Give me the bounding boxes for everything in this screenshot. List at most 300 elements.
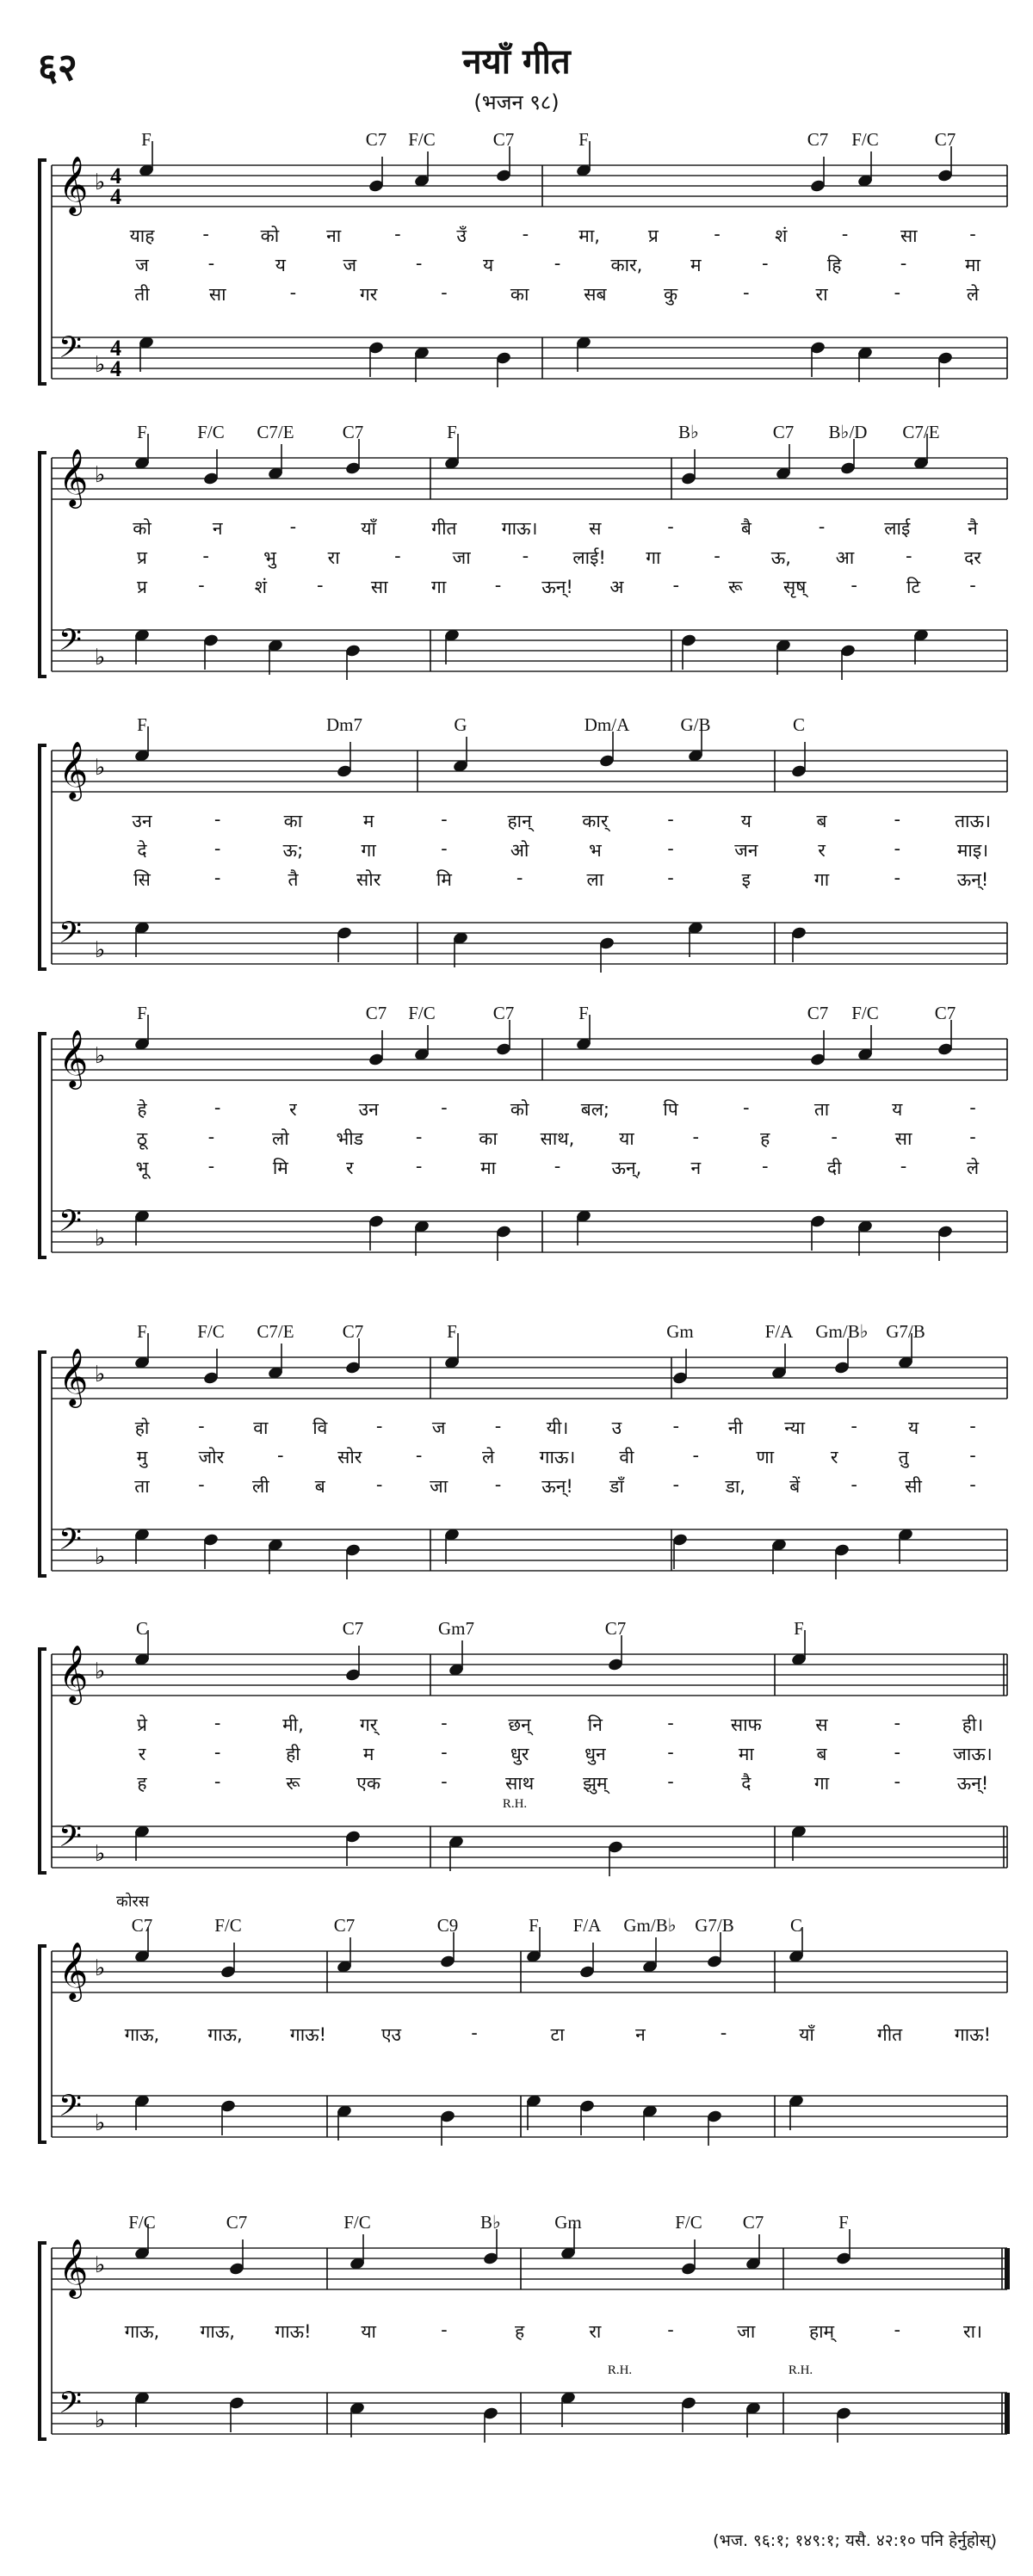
treble-clef-icon: 𝄞 <box>59 740 89 799</box>
lyric-syllable: य <box>907 1418 919 1438</box>
lyric-syllable: न्या <box>784 1418 806 1438</box>
lyric-syllable: का <box>283 811 303 831</box>
lyric-line-2 <box>0 1445 1033 1471</box>
chord-symbol: C9 <box>436 1915 459 1936</box>
music-system-1 <box>0 129 1033 406</box>
lyric-syllable: प्र <box>137 547 147 568</box>
lyric-syllable: याँ <box>799 2024 814 2045</box>
lyric-syllable: ज <box>431 1418 446 1438</box>
syllable-hyphen: - <box>213 809 221 830</box>
syllable-hyphen: - <box>207 1156 215 1177</box>
lyric-syllable: र <box>138 1744 146 1764</box>
key-flat-icon: ♭ <box>95 1955 106 1981</box>
chord-symbol: C7 <box>604 1618 627 1639</box>
chord-symbol: Dm/A <box>584 714 630 735</box>
chord-symbol: F <box>137 1003 147 1023</box>
key-flat-icon: ♭ <box>95 170 106 195</box>
lyric-syllable: हे <box>137 1099 147 1120</box>
syllable-hyphen: - <box>198 1416 205 1436</box>
lyric-line-3 <box>0 868 1033 893</box>
lyric-syllable: दै <box>741 1773 752 1794</box>
lyric-syllable: ऊन्, <box>611 1158 642 1178</box>
lyric-line-3 <box>0 1156 1033 1182</box>
right-hand-mark: R.H. <box>502 1797 528 1811</box>
lyric-syllable: सोर <box>356 869 381 890</box>
chord-symbol: B♭ <box>678 422 699 442</box>
syllable-hyphen: - <box>289 282 297 303</box>
lyric-syllable: ना <box>326 225 342 246</box>
bass-clef-icon: 𝄢 <box>59 330 83 372</box>
lyric-syllable: उन <box>358 1099 379 1120</box>
syllable-hyphen: - <box>667 1713 674 1733</box>
lyric-syllable: जा <box>430 1476 448 1497</box>
syllable-hyphen: - <box>969 1416 976 1436</box>
syllable-hyphen: - <box>522 546 529 566</box>
right-hand-mark: R.H. <box>607 2363 633 2377</box>
chord-symbol: C7 <box>342 422 364 442</box>
music-system-8 <box>0 2212 1033 2462</box>
chord-symbol: G7/B <box>695 1915 734 1936</box>
lyric-syllable: सा <box>370 577 388 597</box>
chord-symbol: Gm/B♭ <box>623 1915 677 1936</box>
scripture-references: (भज. ९६:१; १४९:१; यसै. ४२:१० पनि हेर्नुहोस्) <box>713 2531 997 2550</box>
syllable-hyphen: - <box>213 1771 221 1792</box>
lyric-syllable: ली <box>252 1476 269 1497</box>
syllable-hyphen: - <box>672 1474 680 1495</box>
chord-symbol: F <box>137 1321 147 1342</box>
lyric-syllable: ब <box>314 1476 325 1497</box>
lyric-syllable: सृष् <box>783 577 807 597</box>
lyric-syllable: धुन <box>585 1744 606 1764</box>
lyric-syllable: को <box>510 1099 529 1120</box>
lyric-line-3 <box>0 575 1033 601</box>
syllable-hyphen: - <box>471 2023 478 2043</box>
bass-clef-icon: 𝄢 <box>59 1203 83 1245</box>
lyric-syllable: गा <box>646 547 661 568</box>
lyric-syllable: दे <box>137 840 147 861</box>
chord-symbol: C <box>792 714 806 735</box>
lyric-syllable: गा <box>813 1773 830 1794</box>
key-flat-icon: ♭ <box>95 755 106 781</box>
chord-symbol: F <box>838 2212 849 2233</box>
chord-symbol: F/C <box>128 2212 156 2233</box>
lyric-syllable: गा <box>813 869 830 890</box>
key-flat-icon: ♭ <box>95 937 106 963</box>
syllable-hyphen: - <box>969 1097 976 1118</box>
lyric-line-1 <box>0 516 1033 542</box>
lyric-syllable: जा <box>452 547 471 568</box>
time-signature-digit: 4 <box>110 184 121 209</box>
lyric-syllable: रा <box>589 2321 602 2342</box>
lyric-syllable: न <box>690 1158 702 1178</box>
lyric-syllable: गीत <box>876 2024 903 2045</box>
lyric-line-1 <box>0 1713 1033 1739</box>
syllable-hyphen: - <box>394 546 401 566</box>
lyric-syllable: का <box>510 284 529 305</box>
lyric-syllable: ता <box>813 1099 830 1120</box>
lyric-syllable: सब <box>584 284 607 305</box>
chord-symbol: F/C <box>675 2212 702 2233</box>
lyric-line-1 <box>0 1416 1033 1442</box>
syllable-hyphen: - <box>441 838 448 859</box>
lyric-syllable: वा <box>253 1418 269 1438</box>
syllable-hyphen: - <box>441 1742 448 1763</box>
lyric-syllable: आ <box>835 547 855 568</box>
treble-clef-icon: 𝄞 <box>59 1347 89 1405</box>
treble-clef-icon: 𝄞 <box>59 1029 89 1087</box>
chord-symbol: Dm7 <box>326 714 362 735</box>
chord-symbol: C7 <box>333 1915 356 1936</box>
chord-symbol: F/A <box>764 1321 794 1342</box>
music-system-7 <box>0 1893 1033 2165</box>
lyric-syllable: रा <box>815 284 828 305</box>
syllable-hyphen: - <box>198 1474 205 1495</box>
lyric-syllable: लो <box>271 1128 289 1149</box>
chord-symbol: C7 <box>131 1915 153 1936</box>
syllable-hyphen: - <box>213 1097 221 1118</box>
lyric-syllable: सा <box>900 225 918 246</box>
lyric-line-1 <box>0 1097 1033 1123</box>
treble-clef-icon: 𝄞 <box>59 155 89 213</box>
lyric-syllable: सा <box>894 1128 912 1149</box>
chord-symbol: C7 <box>742 2212 764 2233</box>
lyric-syllable: णा <box>756 1447 775 1467</box>
syllable-hyphen: - <box>714 546 721 566</box>
chord-symbol: F <box>447 1321 457 1342</box>
syllable-hyphen: - <box>761 253 769 274</box>
bass-clef-icon: 𝄢 <box>59 622 83 664</box>
chord-symbol: C7 <box>342 1618 364 1639</box>
key-flat-icon: ♭ <box>95 1226 106 1251</box>
chord-symbol: F/C <box>851 129 879 150</box>
syllable-hyphen: - <box>894 1713 901 1733</box>
lyric-syllable: म <box>690 255 702 275</box>
lyric-syllable: साथ, <box>540 1128 575 1149</box>
lyric-syllable: याँ <box>361 518 376 539</box>
syllable-hyphen: - <box>316 575 324 596</box>
lyric-syllable: नी <box>727 1418 743 1438</box>
syllable-hyphen: - <box>415 1156 423 1177</box>
chord-symbol: C7 <box>807 129 829 150</box>
lyric-syllable: को <box>133 518 152 539</box>
lyric-line-2 <box>0 546 1033 571</box>
syllable-hyphen: - <box>415 1127 423 1147</box>
lyric-syllable: र <box>818 840 826 861</box>
time-signature-digit: 4 <box>110 356 121 381</box>
lyric-syllable: हान् <box>507 811 532 831</box>
syllable-hyphen: - <box>441 809 448 830</box>
lyric-syllable: र <box>345 1158 354 1178</box>
lyric-line-1 <box>0 2320 1033 2345</box>
syllable-hyphen: - <box>672 1416 680 1436</box>
lyric-syllable: प्रे <box>137 1714 147 1735</box>
lyric-line-2 <box>0 253 1033 279</box>
chord-symbol: F/C <box>851 1003 879 1023</box>
syllable-hyphen: - <box>277 1445 284 1466</box>
bass-clef-icon: 𝄢 <box>59 2088 83 2130</box>
lyric-syllable: ती <box>134 284 150 305</box>
lyric-syllable: हि <box>826 255 842 275</box>
lyric-syllable: म <box>362 1744 374 1764</box>
lyric-syllable: अ <box>609 577 624 597</box>
syllable-hyphen: - <box>905 546 912 566</box>
syllable-hyphen: - <box>213 1742 221 1763</box>
lyric-syllable: साथ <box>505 1773 535 1794</box>
lyric-syllable: भीड <box>336 1128 363 1149</box>
lyric-syllable: कार, <box>610 255 643 275</box>
chord-symbol: C7 <box>365 129 387 150</box>
music-system-4 <box>0 1003 1033 1280</box>
key-flat-icon: ♭ <box>95 2407 106 2433</box>
syllable-hyphen: - <box>494 575 502 596</box>
chord-symbol: F/C <box>197 422 225 442</box>
lyric-syllable: मा <box>965 255 980 275</box>
chord-symbol: F/C <box>343 2212 371 2233</box>
lyric-syllable: जोर <box>198 1447 225 1467</box>
lyric-syllable: म <box>362 811 374 831</box>
syllable-hyphen: - <box>494 1474 502 1495</box>
lyric-syllable: न <box>212 518 223 539</box>
lyric-syllable: जा <box>737 2321 756 2342</box>
syllable-hyphen: - <box>969 224 976 244</box>
chord-symbol: F <box>529 1915 539 1936</box>
syllable-hyphen: - <box>900 253 907 274</box>
syllable-hyphen: - <box>213 838 221 859</box>
lyric-syllable: मा <box>480 1158 497 1178</box>
syllable-hyphen: - <box>667 1771 674 1792</box>
lyric-line-3 <box>0 1474 1033 1500</box>
lyric-syllable: ज <box>343 255 357 275</box>
lyric-syllable: भु <box>263 547 276 568</box>
lyric-line-2 <box>0 1742 1033 1768</box>
chord-symbol: F <box>137 422 147 442</box>
lyric-line-3 <box>0 282 1033 308</box>
music-system-3 <box>0 714 1033 991</box>
syllable-hyphen: - <box>894 282 901 303</box>
lyric-syllable: मु <box>136 1447 148 1467</box>
lyric-syllable: मी, <box>282 1714 304 1735</box>
chord-symbol: F/C <box>408 129 436 150</box>
lyric-syllable: ला <box>586 869 604 890</box>
lyric-syllable: गा <box>431 577 447 597</box>
syllable-hyphen: - <box>851 1416 857 1436</box>
syllable-hyphen: - <box>441 1771 448 1792</box>
syllable-hyphen: - <box>714 224 721 244</box>
lyric-syllable: ले <box>481 1447 495 1467</box>
lyric-syllable: उँ <box>456 225 467 246</box>
lyric-syllable: का <box>479 1128 498 1149</box>
syllable-hyphen: - <box>213 1713 221 1733</box>
lyric-syllable: धुर <box>510 1744 529 1764</box>
syllable-hyphen: - <box>289 516 297 537</box>
lyric-syllable: तै <box>288 869 299 890</box>
lyric-syllable: गाऊ। <box>539 1447 576 1467</box>
key-flat-icon: ♭ <box>95 1544 106 1570</box>
syllable-hyphen: - <box>851 575 857 596</box>
key-flat-icon: ♭ <box>95 1659 106 1684</box>
key-flat-icon: ♭ <box>95 2252 106 2278</box>
lyric-syllable: मा, <box>578 225 600 246</box>
lyric-syllable: ऊन्! <box>956 869 989 890</box>
right-hand-mark: R.H. <box>788 2363 813 2377</box>
lyric-syllable: जाऊ। <box>953 1744 993 1764</box>
syllable-hyphen: - <box>667 516 674 537</box>
syllable-hyphen: - <box>213 868 221 888</box>
lyric-syllable: रू <box>286 1773 300 1794</box>
lyric-syllable: साफ <box>730 1714 762 1735</box>
lyric-syllable: ही <box>286 1744 300 1764</box>
lyric-syllable: डा, <box>725 1476 745 1497</box>
syllable-hyphen: - <box>522 224 529 244</box>
lyric-syllable: ऊन्! <box>956 1773 989 1794</box>
lyric-syllable: झुम् <box>583 1773 608 1794</box>
chord-symbol: F <box>578 1003 589 1023</box>
lyric-syllable: एक <box>356 1773 381 1794</box>
lyric-syllable: सि <box>133 869 151 890</box>
syllable-hyphen: - <box>900 1156 907 1177</box>
lyric-syllable: वि <box>312 1418 328 1438</box>
bass-clef-icon: 𝄢 <box>59 1819 83 1861</box>
lyric-syllable: बल; <box>580 1099 610 1120</box>
syllable-hyphen: - <box>202 546 210 566</box>
lyric-syllable: लाई <box>884 518 911 539</box>
lyric-syllable: ओ <box>510 840 529 861</box>
lyric-syllable: दी <box>826 1158 842 1178</box>
lyric-syllable: हाम् <box>808 2321 835 2342</box>
lyric-syllable: प्र <box>647 225 659 246</box>
syllable-hyphen: - <box>894 809 901 830</box>
lyric-syllable: य <box>482 255 494 275</box>
lyric-syllable: उ <box>611 1418 622 1438</box>
lyric-line-1 <box>0 2023 1033 2048</box>
chord-symbol: G7/B <box>886 1321 925 1342</box>
syllable-hyphen: - <box>667 2320 674 2340</box>
syllable-hyphen: - <box>667 868 674 888</box>
chord-symbol: F <box>447 422 457 442</box>
lyric-syllable: मि <box>272 1158 288 1178</box>
syllable-hyphen: - <box>202 224 210 244</box>
chord-symbol: Gm <box>666 1321 694 1342</box>
lyric-syllable: याह <box>129 225 155 246</box>
music-system-5 <box>0 1321 1033 1598</box>
syllable-hyphen: - <box>969 1474 976 1495</box>
lyric-syllable: गर <box>359 284 378 305</box>
lyric-syllable: ऊ; <box>282 840 304 861</box>
chord-symbol: B♭/D <box>828 422 868 442</box>
lyric-syllable: टा <box>550 2024 565 2045</box>
lyric-syllable: जन <box>734 840 758 861</box>
lyric-syllable: स <box>815 1714 828 1735</box>
chord-symbol: F <box>578 129 589 150</box>
chord-symbol: F/A <box>572 1915 602 1936</box>
lyric-syllable: ही। <box>962 1714 984 1735</box>
lyric-syllable: गीत <box>431 518 457 539</box>
syllable-hyphen: - <box>743 1097 750 1118</box>
key-flat-icon: ♭ <box>95 1841 106 1867</box>
syllable-hyphen: - <box>894 868 901 888</box>
chord-symbol: B♭ <box>480 2212 501 2233</box>
treble-clef-icon: 𝄞 <box>59 448 89 506</box>
lyric-syllable: हो <box>134 1418 150 1438</box>
bass-clef-icon: 𝄢 <box>59 915 83 957</box>
lyric-line-2 <box>0 1127 1033 1152</box>
lyric-syllable: ह <box>515 2321 525 2342</box>
chord-symbol: C7/E <box>902 422 940 442</box>
syllable-hyphen: - <box>841 224 849 244</box>
syllable-hyphen: - <box>198 575 205 596</box>
syllable-hyphen: - <box>969 575 976 596</box>
chord-symbol: F <box>137 714 147 735</box>
syllable-hyphen: - <box>818 516 826 537</box>
chord-symbol: G/B <box>680 714 711 735</box>
lyric-syllable: लाई! <box>572 547 606 568</box>
chord-symbol: Gm7 <box>438 1618 474 1639</box>
lyric-syllable: ले <box>966 1158 980 1178</box>
lyric-syllable: बै <box>740 518 752 539</box>
lyric-syllable: गा <box>361 840 376 861</box>
syllable-hyphen: - <box>554 1156 561 1177</box>
syllable-hyphen: - <box>692 1127 700 1147</box>
syllable-hyphen: - <box>375 1474 383 1495</box>
chord-symbol: C7 <box>807 1003 829 1023</box>
syllable-hyphen: - <box>851 1474 857 1495</box>
chord-symbol: F/C <box>214 1915 242 1936</box>
syllable-hyphen: - <box>516 868 523 888</box>
syllable-hyphen: - <box>375 1416 383 1436</box>
chord-symbol: C <box>135 1618 149 1639</box>
lyric-syllable: गाऊ! <box>289 2024 327 2045</box>
lyric-syllable: उन <box>132 811 152 831</box>
music-system-6 <box>0 1618 1033 1895</box>
lyric-syllable: ज <box>135 255 149 275</box>
key-flat-icon: ♭ <box>95 462 106 488</box>
lyric-syllable: दर <box>964 547 981 568</box>
lyric-syllable: माइ। <box>956 840 989 861</box>
chord-symbol: G <box>454 714 467 735</box>
syllable-hyphen: - <box>415 253 423 274</box>
lyric-syllable: भू <box>135 1158 149 1178</box>
key-flat-icon: ♭ <box>95 1043 106 1069</box>
chord-symbol: C7 <box>934 1003 956 1023</box>
lyric-syllable: न <box>635 2024 646 2045</box>
lyric-syllable: यी। <box>546 1418 569 1438</box>
lyric-syllable: सोर <box>337 1447 362 1467</box>
key-flat-icon: ♭ <box>95 1362 106 1387</box>
lyric-syllable: गाऊ, <box>200 2321 235 2342</box>
music-system-2 <box>0 422 1033 699</box>
lyric-syllable: ले <box>966 284 980 305</box>
lyric-syllable: पि <box>663 1099 678 1120</box>
lyric-syllable: गाऊ! <box>275 2321 312 2342</box>
syllable-hyphen: - <box>667 838 674 859</box>
lyric-syllable: को <box>260 225 280 246</box>
chord-symbol: C7 <box>492 1003 515 1023</box>
lyric-syllable: य <box>740 811 752 831</box>
chord-symbol: C7 <box>226 2212 248 2233</box>
psalm-reference: (भजन ९८) <box>473 90 560 114</box>
lyric-syllable: भ <box>588 840 602 861</box>
key-flat-icon: ♭ <box>95 352 106 378</box>
syllable-hyphen: - <box>394 224 401 244</box>
key-flat-icon: ♭ <box>95 2110 106 2136</box>
lyric-syllable: सी <box>905 1476 922 1497</box>
lyric-syllable: रा <box>327 547 340 568</box>
syllable-hyphen: - <box>894 1742 901 1763</box>
lyric-syllable: स <box>589 518 602 539</box>
chord-symbol: C7 <box>492 129 515 150</box>
syllable-hyphen: - <box>720 2023 727 2043</box>
syllable-hyphen: - <box>761 1156 769 1177</box>
